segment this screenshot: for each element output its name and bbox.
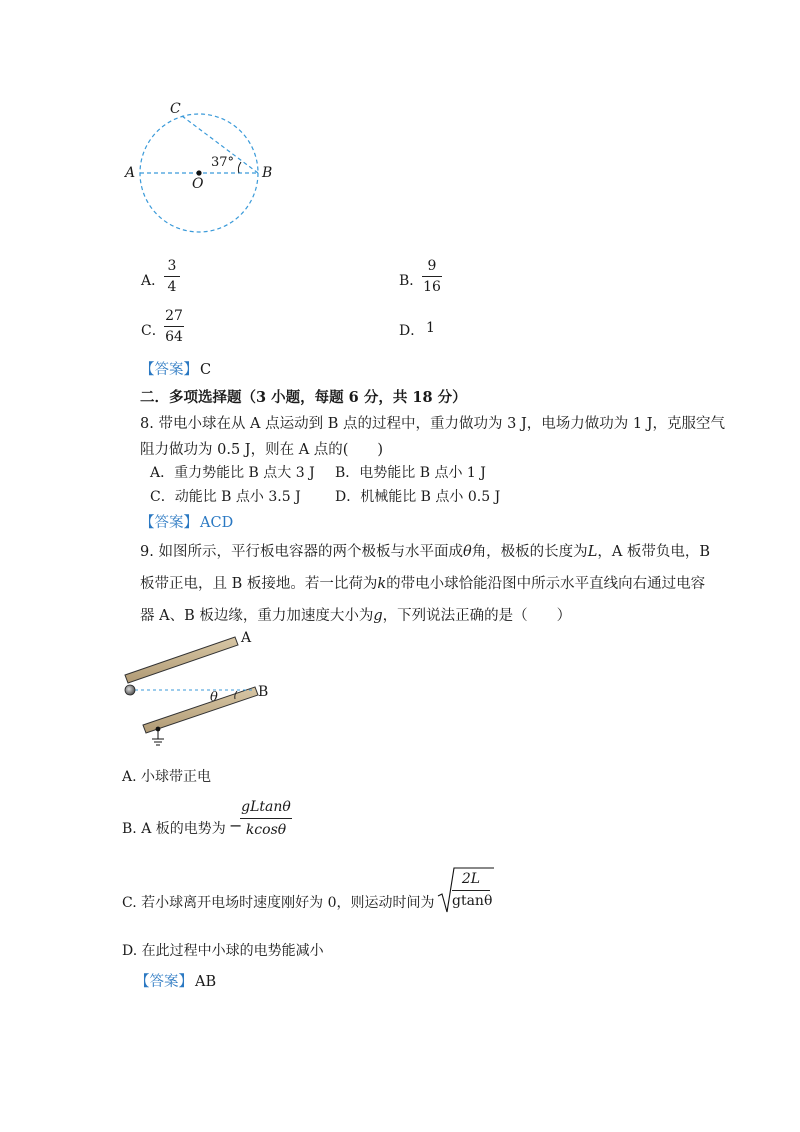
plate-b (143, 687, 258, 733)
q7-option-a-fraction (164, 257, 180, 296)
k-symbol: k (377, 576, 387, 592)
answer-tag: 【答案】 (135, 974, 193, 990)
q9-option-a: A. 小球带正电 (122, 769, 212, 785)
denominator: 4 (167, 279, 177, 295)
section-title: 二．多项选择题（3 小题，每题 6 分，共 18 分） (140, 389, 467, 406)
q7-option-d-value: 1 (426, 320, 435, 336)
q9-option-b-fraction (240, 797, 292, 840)
theta-symbol: θ (462, 544, 472, 560)
q8-stem-line1: 8. 带电小球在从 A 点运动到 B 点的过程中，重力做功为 3 J，电场力做功为 1 J，克服空气 (140, 416, 726, 432)
length-symbol: L (587, 544, 598, 560)
q8-stem-line2: 阻力做功为 0.5 J，则在 A 点的( ) (140, 442, 384, 458)
denominator: 16 (423, 279, 441, 295)
q9-option-c-fraction (452, 870, 493, 911)
q9-option-b (122, 818, 226, 838)
q7-answer (140, 358, 211, 379)
charged-ball (125, 685, 135, 695)
q8-option-b: B．电势能比 B 点小 1 J (335, 465, 486, 481)
q7-option-b-fraction (422, 257, 442, 296)
answer-tag: 【答案】 (140, 362, 198, 378)
q7-circle-figure (115, 95, 285, 255)
q9-stem-line1 (140, 540, 710, 561)
q7-label-c: C (170, 101, 181, 117)
q9-option-b-sign: − (229, 816, 243, 835)
fraction-bar (164, 276, 180, 277)
q7-option-c-letter: C． (141, 323, 166, 339)
option-c-text: C. 若小球离开电场时速度刚好为 0，则运动时间为 (122, 895, 435, 911)
fraction-bar (452, 890, 490, 891)
q9-stem-line2 (140, 572, 705, 593)
q9-option-c (122, 892, 434, 912)
q9-line3-part2: ，下列说法正确的是（ ） (382, 608, 572, 624)
answer-value: ACD (200, 515, 234, 531)
q7-option-b-letter: B． (399, 273, 424, 289)
numerator: gLtanθ (241, 799, 291, 815)
q7-option-a-letter: A． (141, 273, 166, 289)
angle-arc (238, 162, 241, 173)
numerator: 3 (167, 258, 177, 274)
answer-value: C (200, 362, 212, 378)
numerator: 9 (427, 258, 437, 274)
numerator: 2L (461, 871, 481, 887)
q8-option-a: A．重力势能比 B 点大 3 J (150, 465, 315, 481)
q9-option-d: D. 在此过程中小球的电势能减小 (122, 943, 324, 959)
plate-a (125, 637, 238, 683)
q9-answer (135, 970, 216, 991)
fraction-bar (240, 818, 292, 819)
q7-option-d-letter: D． (399, 323, 425, 339)
q8-answer (140, 511, 233, 532)
answer-tag: 【答案】 (140, 515, 198, 531)
denominator: kcosθ (245, 822, 287, 838)
q9-stem-line3 (140, 604, 571, 625)
q9-label-a: A (241, 630, 252, 646)
q7-label-a: A (125, 165, 136, 181)
denominator: gtanθ (452, 893, 493, 909)
center-point-o (196, 170, 201, 175)
q8-option-c: C．动能比 B 点小 3.5 J (150, 489, 301, 505)
g-symbol: g (373, 608, 383, 624)
q7-angle-label: 37° (211, 155, 235, 170)
option-b-text: B. A 板的电势为 (122, 821, 226, 837)
q7-label-b: B (262, 165, 273, 181)
q9-line3-part1: 器 A、B 板边缘，重力加速度大小为 (140, 608, 374, 624)
denominator: 64 (165, 329, 183, 345)
q7-label-o: O (192, 176, 204, 192)
q9-label-b: B (258, 684, 269, 700)
q9-line1-part2: 角，极板的长度为 (471, 544, 588, 560)
q9-label-theta: θ (210, 690, 218, 705)
fraction-bar (422, 276, 442, 277)
q9-line1-part3: ，A 板带负电，B (597, 544, 711, 560)
numerator: 27 (165, 308, 183, 324)
q7-option-c-fraction (164, 307, 184, 346)
q8-option-d: D．机械能比 B 点小 0.5 J (335, 489, 501, 505)
q9-line2-part2: 的带电小球恰能沿图中所示水平直线向右通过电容 (386, 576, 706, 592)
q9-line2-part1: 板带正电，且 B 板接地。若一比荷为 (140, 576, 378, 592)
fraction-bar (164, 326, 184, 327)
answer-value: AB (195, 974, 217, 990)
q9-line1-part1: 9. 如图所示，平行板电容器的两个极板与水平面成 (140, 544, 463, 560)
